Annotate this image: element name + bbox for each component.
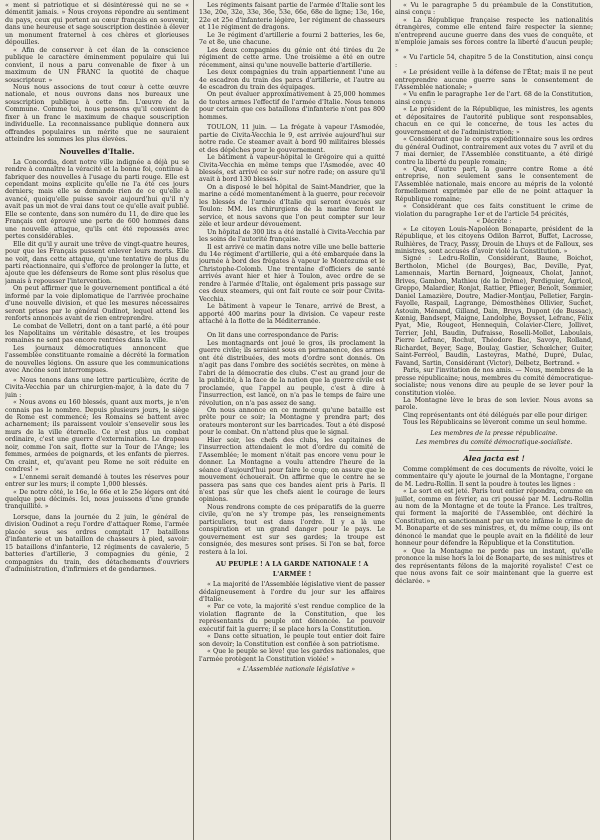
paragraph: « Afin de conserver à cet élan de la conscience publique le caractère éminemment populaire qui lui convient, il nous a paru convenable de fixer à un maximum de UN FRANC la quotité de chaque souscripteur. »	[5, 46, 189, 84]
paragraph: Tous les Républicains se lèveront comme un seul homme.	[403, 419, 587, 427]
signature: « L'Assemblée nationale législative »	[236, 666, 356, 674]
toulon-article	[199, 124, 385, 325]
paragraph: Comme complément de ces documents de révolte, voici le commentaire qu'y ajoute le journal de la Montagne, l'organe de M. Ledru-Rollin. Il sent la poudre à toutes les lignes :	[395, 465, 593, 488]
paragraph: Lorsque, dans la journée du 2 juin, le général de division Oudinot a reçu l'ordre d'attaquer Rome, l'armée placée sous ses ordres comptait 17 bataillons d'infanterie et un bataillon de chasseurs à pied, savoir: 15 bataillons d'infanterie, 12 régiments de cavalerie, 5 batteries d'artillerie, 3 compagnies du génie, 2 compagnies du train, des détachements d'ouvriers d'administration, d'infirmiers et de gendarmes.	[5, 513, 189, 574]
paragraph: « Considérant que ces faits constituent le crime de violation du paragraphe 1er et de l'article 54 précités,	[395, 203, 593, 218]
article-separator	[469, 450, 519, 451]
paragraph: Les deux compagnies du train appartiennent l'une au 4e escadron du train des parcs d'artillerie, et l'autre au 4e escadron du train des équipages.	[199, 69, 385, 91]
section-heading-appeal: AU PEUPLE ! A LA GARDE NATIONALE ! A L'ARMÉE !	[215, 560, 369, 579]
paragraph: « Que le peuple se lève! que les gardes nationales, que l'armée protègent la Constitution violée! »	[199, 648, 385, 663]
section-heading-jacta: Alea jacta est !	[463, 453, 525, 463]
column-1	[5, 2, 189, 838]
paragraph: Nous nous associons de tout cœur à cette œuvre nationale, et nous ouvrons dans nos bureaux une souscription publique à cette fin. L'œuvre de la Commune. Comme toi, nous pensons qu'il convient de fixer à un franc le maximum de chaque souscription individuelle. La reconnaissance publique donnera aux offrandes populaires un mérite que ne sauraient atteindre les sommes les plus élevées.	[5, 83, 189, 144]
paris-correspondence-article	[199, 332, 385, 556]
paragraph: Cinq représentants ont été délégués par elle pour diriger.	[403, 411, 588, 419]
paragraph: « Nous avons eu 160 blessés, quant aux morts, je n'en connais pas le nombre. Depuis plusieurs jours, le siège de Rome est commencé; les Romains se battent avec acharnement; ils paraissent vouloir s'ensevelir sous les murs de la ville éternelle. Ce n'est plus un combat ordinaire, c'est une guerre d'extermination. Le drapeau noir, comme l'on sait, flotte sur la Tour de l'Ange; les femmes, armées de poignards, et les enfants de pierres. On craint, et, qu'avant peu Rome ne soit réduite en cendres! »	[5, 399, 189, 474]
paragraph: On peut évaluer approximativement à 25,000 hommes de toutes armes l'effectif de l'armée d'Italie. Nous tenons pour certain que ces bataillons d'infanterie n'ont pas 800 hommes.	[199, 91, 385, 121]
army-composition-article	[199, 2, 385, 121]
column-rule-left	[193, 0, 194, 840]
signatories-list: Signé : Ledru-Rollin, Considérant, Baune, Boichot, Bertholon, Michel (de Bourges), Bac, Deville, Pyat, Lamennais, Martin Bernard, Joigneaux, Cholat, Jannot, Brives, Gambon, Mathieu (de la Drôme), Perdiguier, Agricol, Greppo, Malardier, Ronjat, Rattier, Pflieger, Benoît, Sommier, Daniel Lamazière, Doutre, Madier-Montjau, Pelletier, Fargin-Fayolle, Raspail, Lagrange, Démosthènes Ollivier, Suchet, Astouin, Ménand, Gilland, Dain, Bruys, Dupont (de Bussac), Kœnig, Bandsept, Maigne, Landolphe, Boysset, Lefranc, Félix Pyat, Mie, Rougeot, Hennequin, Colavier-Clerc, Jollivet, Terrier, Jehl, Baudin, Dufraisse, Roselli-Mollet, Laboulais, Pierre Lefranc, Rochut, Théodore Bac, Savoye, Rolland, Richardet, Beyer, Sage, Boulay, Gastier, Schœlcher, Guiter, Saint-Ferréol, Baudin, Lasteyras, Mathé, Dupré, Dulac, Favand, Sartin, Considérant (Victor), Delbetz, Bertrand. »	[395, 255, 593, 367]
paragraph: La Concordia, dont notre ville indignée a déjà pu se rendre à connaître la véracité et la bonne foi, continue à fabriquer des nouvelles à l'usage du parti rouge. Elle est cependant moins explicite qu'elle ne l'a été ces jours derniers; mais elle se demande rien de ce qu'elle a avancé, quoiqu'elle puisse savoir aujourd'hui qu'il n'y avait pas un mot de vrai dans tout ce qu'elle avait publié. Elle se contente, dans son numéro du 11, de dire que les Français ont éprouvé une perte de 600 hommes dans une nouvelle attaque, qu'ils ont été repoussés avec pertes considérables.	[5, 158, 189, 241]
italy-article	[5, 159, 189, 375]
paragraph: Elle dit qu'il y aurait une trêve de vingt-quatre heures, pour que les Français pussent enlever leurs morts. Elle ne voit, dans cette attaque, qu'une tentative de plus du parti réactionnaire, qui s'efforce de prolonger la lutte, et ajoute que les défenseurs de Rome sont plus résolus que jamais à repousser l'intervention.	[5, 240, 189, 285]
letter-article	[5, 377, 189, 574]
paragraph: « Par ce vote, la majorité s'est rendue complice de la violation flagrante de la Constitution, que les représentants du peuple ont dénoncée. Le pouvoir exécutif fait la guerre; il se place hors la Constitution.	[199, 603, 385, 633]
paragraph: « De notre côté, le 16e, le 66e et le 25e légers ont été quelque peu décimés. Ici, nous jouissons d'une grande tranquillité. »	[5, 488, 189, 511]
paragraph: La Montagne lève le bras de son levier. Nous avons sa parole.	[395, 397, 593, 412]
paragraph: « Que, d'autre part, la guerre contre Rome a été entreprise, non seulement sans le consentement de l'Assemblée nationale, mais encore au mépris de la volonté formellement exprimée par elle de ne point attaquer la République romaine;	[395, 165, 593, 203]
paragraph: Les journaux démocratiques annoncent que l'assemblée constituante romaine a décrété la formation de nouvelles légions. On assure que les communications avec Ancône sont interrompues.	[5, 344, 189, 375]
signoff-press: Les membres de la presse républicaine.	[430, 429, 558, 437]
paragraph: Le combat de Velletri, dont on a tant parlé, a été pour les Napolitains un véritable désastre, et les troupes romaines ne sont pas encore rentrées dans la ville.	[5, 322, 189, 345]
paragraph: « Le citoyen Louis-Napoléon Bonaparte, président de la République, et les citoyens Odilon Barrot, Buffet, Lacrosse, Rulhières, de Tracy, Passy, Drouin de Lhuys et de Falloux, ses ministres, sont accusés d'avoir violé la Constitution. »	[395, 225, 593, 255]
accusation-decree	[395, 2, 593, 427]
paragraph: Hier soir, les chefs des clubs, les capitaines de l'insurrection attendaient le mot d'ordre du comité de l'Assemblée; le moment n'était pas encore venu pour le donner. La Montagne a voulu attendre l'heure de la séance d'aujourd'hui pour faire le coup; on assure que le mouvement échouerait. On affirme que le centre ne se passera pas sans que ces bandes aient pris à Paris. Il n'est pas sûr que les chefs aient le courage de leurs opinions.	[199, 436, 385, 504]
paragraph: Un hôpital de 300 lits a été installé à Civita-Vecchia par les soins de l'autorité française.	[199, 228, 385, 244]
paragraph: On peut affirmer que le gouvernement pontifical a été informé par la voie diplomatique de l'arrivée prochaine d'une nouvelle division, et que les mesures nécessaires seront prises par le général Oudinot, lequel attend les renforts annoncés avant de rien entreprendre.	[5, 285, 189, 323]
paragraph: On lit dans une correspondance de Paris:	[207, 332, 339, 340]
paragraph: Nous rendrons compte de ces préparatifs de la guerre civile, qu'on ne s'y trompe pas, les renseignements particuliers, tout est dans l'ordre. Il y a là une conspiration et un grand danger pour le pays. Le gouvernement est sur ses gardes; la troupe est consignée, des mesures sont prises. Si l'on se bat, force restera à la loi.	[199, 503, 385, 556]
column-rule-right	[390, 0, 391, 840]
paragraph: On a disposé le bel hôpital de Saint-Mandrier, que la marine a cédé momentanément à la guerre, pour recevoir les blessés de l'armée d'Italie qui seront évacués sur Toulon: MM. les chirurgiens de la marine feront le service, et nous savons que l'on peut compter sur leur zèle et leur ardeur dévouement.	[199, 183, 385, 229]
paragraph: Paris, sur l'invitation de nos amis. — Nous, membres de la presse républicaine; nous, membres du comité démocratique-socialiste; nous venons dire au peuple de se lever pour la constitution violée.	[395, 367, 593, 397]
paragraph: Le bâtiment à vapeur-hôpital le Grégoire qui a quitté Civita-Vecchia en même temps que l'Asmodée, avec 40 blessés, est arrivé ce soir sur notre rade; on assure qu'il avait à bord 130 blessés.	[199, 154, 385, 184]
signoff-committee: Les membres du comité démocratique-socialiste.	[415, 439, 573, 447]
section-heading-italy: Nouvelles d'Italie.	[59, 146, 135, 156]
paragraph: « ment si patriotique et si désintéressé qui ne se « démentit jamais. » Nous croyons répondre au sentiment du pays, ceux qui portent au cœur français en souvenir, dans une heureuse et sage souscription destinée à élever un monument fraternel à ces chères et glorieuses dépouilles.	[5, 2, 189, 47]
paragraph: « Vu le paragraphe 5 du préambule de la Constitution, ainsi conçu :	[395, 2, 593, 17]
paragraph: « La République française respecte les nationalités étrangères, comme elle entend faire respecter la sienne; n'entreprend aucune guerre dans des vues de conquête, et n'emploie jamais ses forces contre la liberté d'aucun peuple; »	[395, 16, 593, 54]
paragraph: Le bâtiment à vapeur le Tenare, arrivé de Brest, a apporté 400 marins pour la division. Ce vapeur reste attaché à la flotte de la Méditerranée.	[199, 303, 385, 326]
paragraph: « Le président veille à la défense de l'État; mais il ne peut entreprendre aucune guerre sans le consentement de l'Assemblée nationale; »	[395, 69, 593, 91]
paragraph: « Dans cette situation, le peuple tout entier doit faire son devoir; la Constitution est confiée à son patriotisme.	[199, 633, 385, 648]
paragraph: Le 3e régiment d'artillerie a fourni 2 batteries, les 6e, 7e et 8e, une chacune.	[199, 31, 385, 47]
paragraph: On nous annonce en ce moment qu'une bataille est prête pour ce soir; la Montagne y prendra part; des orateurs monteront sur les barricades. Tout a été disposé pour le combat. On n'attend plus que le signal.	[199, 407, 385, 437]
paragraph: Les deux compagnies du génie ont été tirées du 2e régiment de cette arme. Une troisième a été en outre récemment, ainsi qu'une nouvelle batterie d'artillerie.	[199, 46, 385, 69]
paragraph: Il est arrivé ce matin dans notre ville une belle batterie du 14e régiment d'artillerie, qui a été embarquée dans la journée à bord des frégates à vapeur le Montezuma et le Christophe-Colomb. Une trentaine d'officiers de santé arrivés avant hier et hier à Toulon, avec ordre de se rendre à l'armée d'Italie, ont également pris passage sur ces deux steamers, qui ont fait route ce soir pour Civita-Vecchia.	[199, 243, 385, 303]
paragraph: « L'ennemi serait demandé à toutes les réserves pour entrer sur les murs; il compte 1,000 blessés.	[5, 473, 189, 489]
article-separator	[267, 328, 317, 329]
paragraph: « Le président de la République, les ministres, les agents et dépositaires de l'autorité publique sont responsables, chacun en ce qui le concerne, de tous les actes du gouvernement et de l'administration; »	[395, 106, 593, 136]
column-2	[199, 2, 385, 838]
jacta-article	[395, 466, 593, 585]
paragraph: « Vu l'article 54, chapitre 5 de la Constitution, ainsi conçu :	[395, 54, 593, 69]
paragraph: « Vu enfin le paragraphe 1er de l'art. 68 de la Constitution, ainsi conçu :	[395, 91, 593, 106]
paragraph: Les montagnards ont joué le gros, ils proclament la guerre civile; ils seraient sous en permanence, des armes ont été distribuées, des mots d'ordre sont donnés. On n'agit pas dans l'ombre des sociétés secrètes, on mène à l'abri de la démocratie des clubs. C'est au grand jour de la publicité, à la face de la nation que la guerre civile est proclamée, que l'appel au peuple, c'est à dire à l'insurrection, est lancé, on n'a pas le temps de faire une révolution, on n'a pas assez de sang.	[199, 339, 385, 407]
paragraph: « Considérant que le corps expéditionnaire sous les ordres du général Oudinot, contrairement aux votes du 7 avril et du 7 mai dernier, de l'Assemblée constituante, a été dirigé contre la liberté du peuple romain;	[395, 136, 593, 166]
subscription-article	[5, 2, 189, 144]
paragraph: « Nous tenons dans une lettre particulière, écrite de Civita-Vecchia par un chirurgien-major, à la date du 7 juin :	[5, 376, 189, 399]
paragraph: Les régiments faisant partie de l'armée d'Italie sont les 13e, 20e, 32e, 33e, 36e, 53e, 66e, 68e de ligne; 13e, 16e, 22e et 25e d'infanterie légère, 1er régiment de chasseurs et 11e régiment de dragons.	[199, 2, 385, 32]
paragraph: « Le sort en est jeté. Paris tout entier répondra, comme en juillet, comme en février, au cri poussé par M. Ledru-Rollin au nom de la Montagne et de toute la France. Les traîtres, qui forment la majorité de l'Assemblée, ont déchiré la Constitution, en sanctionnant par un vote infâme le crime de M. Bonaparte et de ses ministres, et, du même coup, ils ont dénoncé le mandat que le peuple avait en la fidélité de leur honneur pour défendre la République et la Constitution.	[395, 488, 593, 548]
column-3	[395, 2, 593, 838]
paragraph: TOULON, 11 juin. — La frégate à vapeur l'Asmodée, partie de Civita-Vecchia le 9, est arrivée aujourd'hui sur notre rade. Ce steamer avait à bord 90 militaires blessés et des dépêches pour le gouvernement.	[199, 124, 385, 154]
paragraph: « Que la Montagne ne perde pas un instant, qu'elle prononce la mise hors la loi de Bonaparte, de ses ministres et des représentants félons de la majorité royaliste! C'est ce que nous avons fait ce soir maintenant que la guerre est déclarée. »	[395, 547, 593, 585]
appeal-article	[199, 581, 385, 673]
paragraph: « Décrète :	[476, 218, 512, 226]
paragraph: « La majorité de l'Assemblée législative vient de passer dédaigneusement à l'ordre du jour sur les affaires d'Italie.	[199, 581, 385, 603]
